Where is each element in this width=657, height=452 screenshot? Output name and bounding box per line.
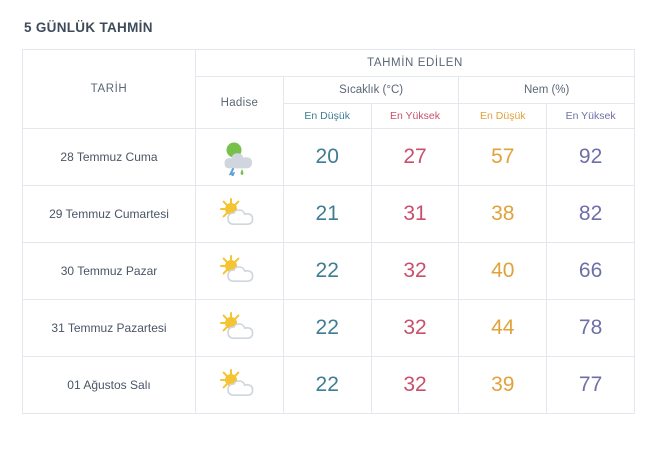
row-hum-max: 78 xyxy=(547,300,635,357)
table-body xyxy=(23,129,635,414)
row-hum-max: 92 xyxy=(547,129,635,186)
row-temp-min: 20 xyxy=(283,129,371,186)
header-temperature-group: Sıcaklık (°C) xyxy=(283,77,459,104)
row-temp-min: 21 xyxy=(283,186,371,243)
page-title: 5 GÜNLÜK TAHMİN xyxy=(24,20,153,35)
row-temp-max: 32 xyxy=(371,357,459,414)
row-hum-min: 57 xyxy=(459,129,547,186)
header-date: TARİH xyxy=(23,50,196,129)
row-weather-cell xyxy=(196,129,284,186)
row-hum-max: 82 xyxy=(547,186,635,243)
row-weather-cell xyxy=(196,300,284,357)
partly-cloudy-icon xyxy=(196,186,283,242)
row-date: 01 Ağustos Salı xyxy=(23,357,196,414)
header-forecast-group: TAHMİN EDİLEN xyxy=(196,50,635,77)
row-weather-cell xyxy=(196,243,284,300)
row-temp-max: 31 xyxy=(371,186,459,243)
partly-cloudy-icon xyxy=(196,357,283,413)
header-temp-min: En Düşük xyxy=(283,104,371,129)
header-hum-max: En Yüksek xyxy=(547,104,635,129)
row-date: 28 Temmuz Cuma xyxy=(23,129,196,186)
row-temp-min: 22 xyxy=(283,243,371,300)
partly-cloudy-icon xyxy=(196,243,283,299)
row-hum-min: 38 xyxy=(459,186,547,243)
row-date: 30 Temmuz Pazar xyxy=(23,243,196,300)
row-hum-min: 39 xyxy=(459,357,547,414)
row-weather-cell xyxy=(196,357,284,414)
table-row xyxy=(23,357,635,414)
row-temp-min: 22 xyxy=(283,357,371,414)
table-row xyxy=(23,186,635,243)
row-temp-min: 22 xyxy=(283,300,371,357)
row-temp-max: 27 xyxy=(371,129,459,186)
row-hum-min: 44 xyxy=(459,300,547,357)
forecast-table xyxy=(22,49,635,414)
header-humidity-group: Nem (%) xyxy=(459,77,635,104)
table-row xyxy=(23,243,635,300)
row-date: 31 Temmuz Pazartesi xyxy=(23,300,196,357)
row-temp-max: 32 xyxy=(371,243,459,300)
header-hum-min: En Düşük xyxy=(459,104,547,129)
header-temp-max: En Yüksek xyxy=(371,104,459,129)
row-temp-max: 32 xyxy=(371,300,459,357)
header-row-top xyxy=(23,50,635,77)
row-date: 29 Temmuz Cumartesi xyxy=(23,186,196,243)
header-hadise: Hadise xyxy=(196,77,284,129)
row-hum-max: 66 xyxy=(547,243,635,300)
row-hum-max: 77 xyxy=(547,357,635,414)
row-hum-min: 40 xyxy=(459,243,547,300)
table-row xyxy=(23,300,635,357)
partly-cloudy-icon xyxy=(196,300,283,356)
row-weather-cell xyxy=(196,186,284,243)
table-row xyxy=(23,129,635,186)
rain-shower-icon xyxy=(196,129,283,185)
table-header xyxy=(23,50,635,129)
